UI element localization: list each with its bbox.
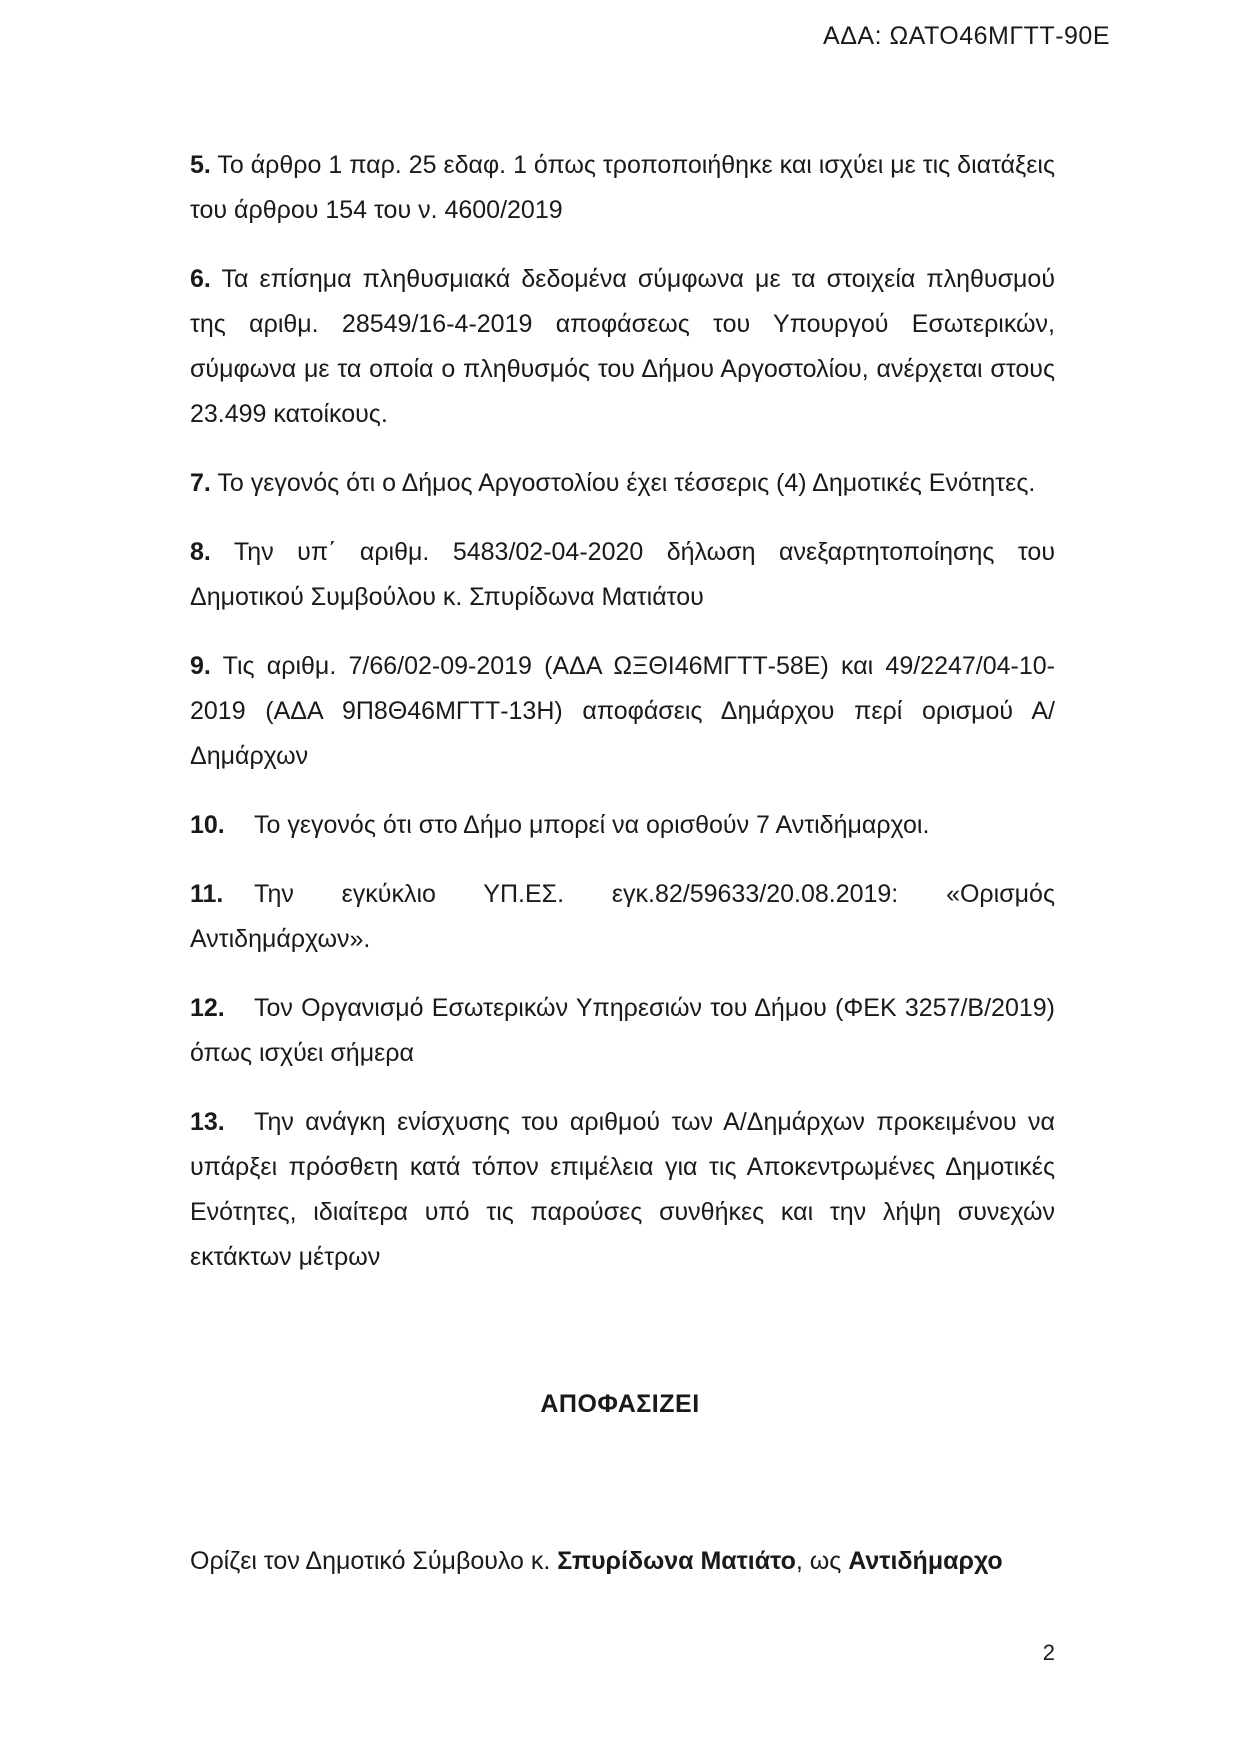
item-text: Τα επίσημα πληθυσμιακά δεδομένα σύμφωνα με τα στοιχεία πληθυσμού της αριθμ. 28549/16-4-2019 αποφάσεως του Υπουργού Εσωτερικών, σύμφωνα με τα οποία ο πληθυσμός του Δήμου Αργοστολίου, ανέρχεται στους 23.499 κατοίκους.: [190, 265, 1055, 428]
list-item: [190, 803, 1055, 848]
item-text: Τις αριθμ. 7/66/02-09-2019 (ΑΔΑ ΩΞΘΙ46ΜΓΤΤ-58Ε) και 49/2247/04-10-2019 (ΑΔΑ 9Π8Θ46ΜΓΤΤ-13Η) αποφάσεις Δημάρχου περί ορισμού Α/Δημάρχων: [190, 652, 1055, 770]
appointee-name: Σπυρίδωνα Ματιάτο: [557, 1547, 796, 1575]
list-item: [190, 644, 1055, 779]
item-number: 9.: [190, 652, 211, 680]
item-number: 5.: [190, 151, 211, 179]
appointment-paragraph: [190, 1547, 1070, 1576]
list-item: [190, 986, 1055, 1076]
item-number: 11.: [190, 880, 224, 908]
list-item: [190, 461, 1055, 506]
item-number: 8.: [190, 538, 211, 566]
item-number: 13.: [190, 1108, 225, 1136]
list-item: [190, 257, 1055, 437]
item-text: Την ανάγκη ενίσχυσης του αριθμού των Α/Δημάρχων προκειμένου να υπάρξει πρόσθετη κατά τόπον επιμέλεια για τις Αποκεντρωμένες Δημοτικές Ενότητες, ιδιαίτερα υπό τις παρούσες συνθήκες και την λήψη συνεχών εκτάκτων μέτρων: [190, 1108, 1055, 1271]
item-text: Το γεγονός ότι ο Δήμος Αργοστολίου έχει τέσσερις (4) Δημοτικές Ενότητες.: [210, 469, 1036, 497]
item-number: 10.: [190, 811, 225, 839]
item-text: Την υπ΄ αριθμ. 5483/02-04-2020 δήλωση ανεξαρτητοποίησης του Δημοτικού Συμβούλου κ. Σπυρίδωνα Ματιάτου: [190, 538, 1055, 611]
item-number: 7.: [190, 469, 211, 497]
item-text: Το γεγονός ότι στο Δήμο μπορεί να ορισθούν 7 Αντιδήμαρχοι.: [254, 811, 930, 839]
appointee-role: Αντιδήμαρχο: [848, 1547, 1003, 1575]
appointment-middle: , ως: [795, 1547, 849, 1575]
list-item: [190, 143, 1055, 233]
item-text: Το άρθρο 1 παρ. 25 εδαφ. 1 όπως τροποποιήθηκε και ισχύει με τις διατάξεις του άρθρου 154 του ν. 4600/2019: [190, 151, 1055, 224]
item-number: 6.: [190, 265, 211, 293]
list-item: [190, 530, 1055, 620]
decision-heading: ΑΠΟΦΑΣΙΖΕΙ: [540, 1390, 700, 1418]
item-number: 12.: [190, 994, 225, 1022]
page-number: 2: [1042, 1640, 1055, 1665]
item-text: Την εγκύκλιο ΥΠ.ΕΣ. εγκ.82/59633/20.08.2019: «Ορισμός Αντιδημάρχων».: [190, 880, 1055, 953]
list-item: [190, 1100, 1055, 1280]
item-text: Τον Οργανισμό Εσωτερικών Υπηρεσιών του Δήμου (ΦΕΚ 3257/Β/2019) όπως ισχύει σήμερα: [190, 994, 1055, 1067]
appointment-prefix: Ορίζει τον Δημοτικό Σύμβουλο κ.: [190, 1547, 558, 1575]
list-item: [190, 872, 1055, 962]
considerations-list: [190, 143, 1055, 1304]
ada-code: ΑΔΑ: ΩΑΤΟ46ΜΓΤΤ-90Ε: [823, 22, 1110, 50]
